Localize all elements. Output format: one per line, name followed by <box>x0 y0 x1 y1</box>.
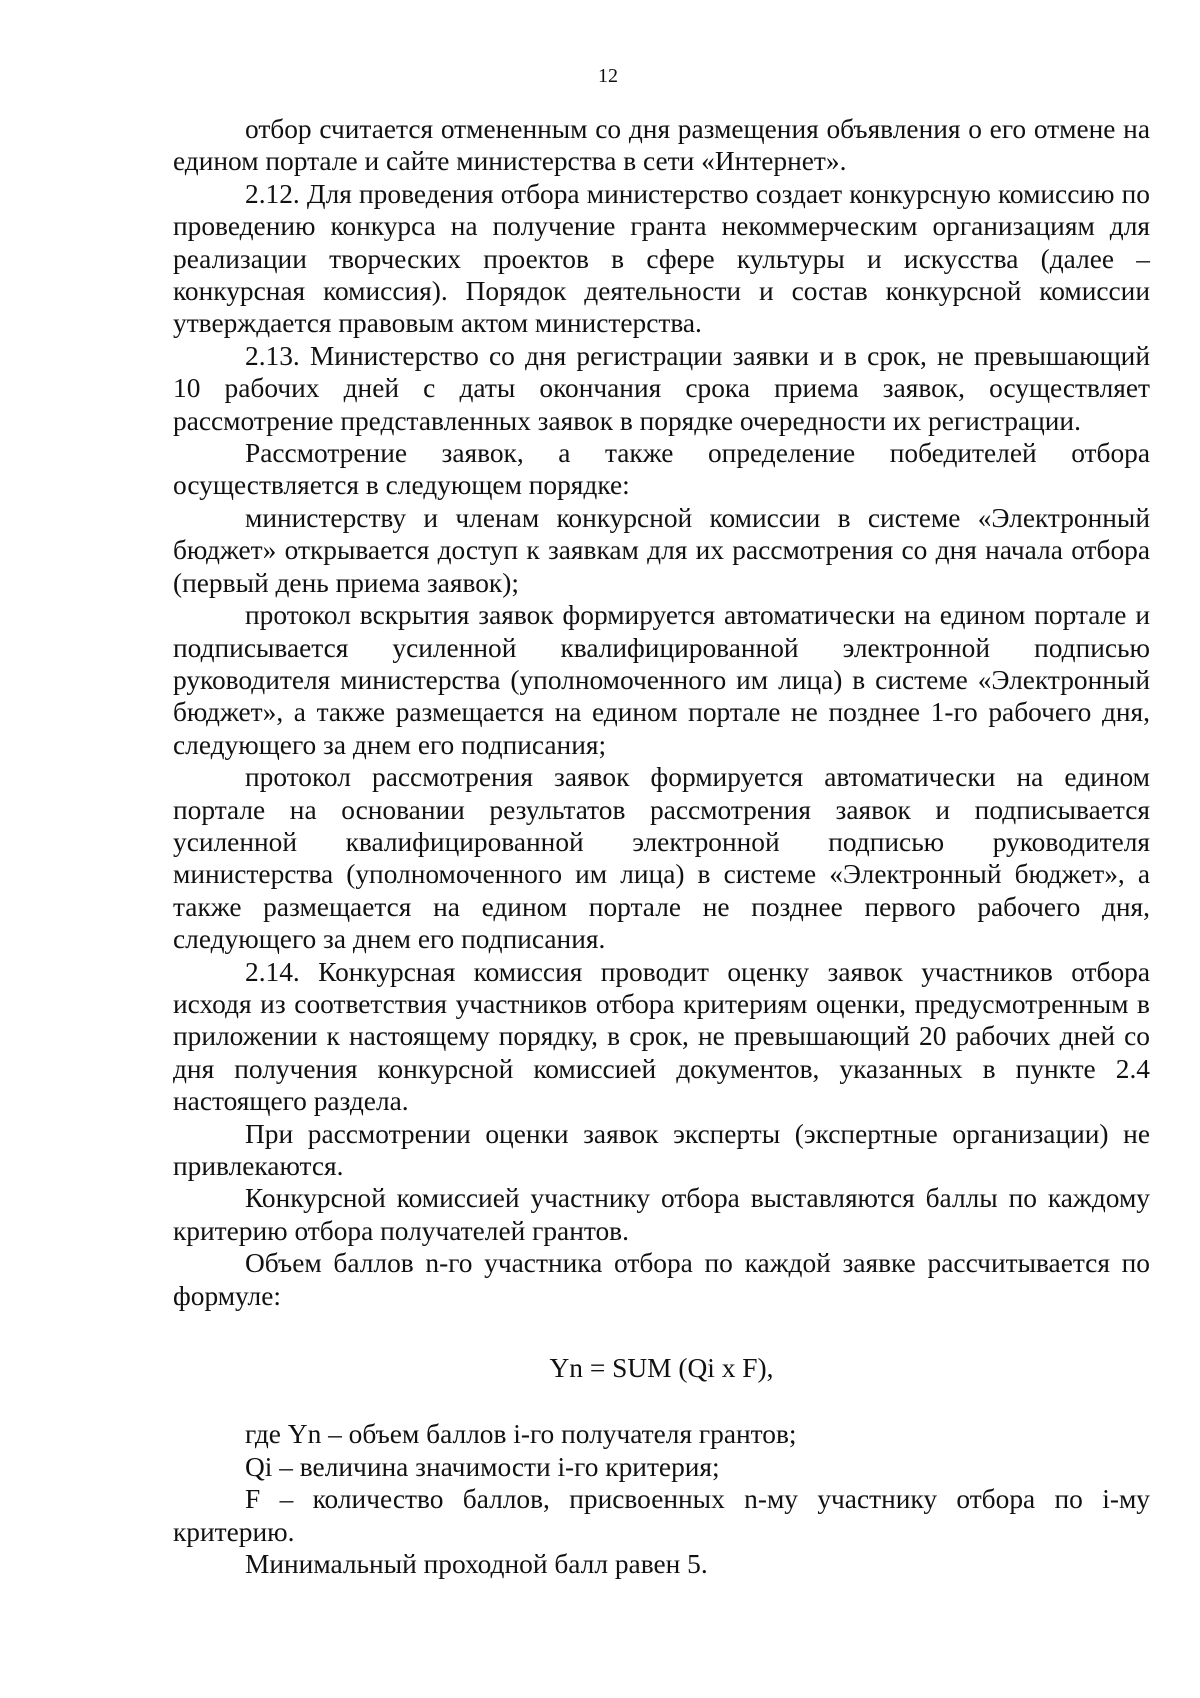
paragraph-review-protocol: протокол рассмотрения заявок формируется автоматически на едином портале на основании результатов рассмотрения заявок и подписывается усиленной квалифицированной электронной подписью руководителя министерства (уполномоченного им лица) в системе «Электронный бюджет», а также размещается на едином портале не позднее первого рабочего дня, следующего за днем его подписания. <box>173 762 1150 955</box>
paragraph-scoring: Конкурсной комиссией участнику отбора выставляются баллы по каждому критерию отбора получателей грантов. <box>173 1183 1150 1246</box>
paragraph-cancellation: отбор считается отмененным со дня размещения объявления о его отмене на едином портале и сайте министерства в сети «Интернет». <box>173 114 1150 177</box>
formula: Yn = SUM (Qi x F), <box>549 1353 774 1384</box>
paragraph-review-order: Рассмотрение заявок, а также определение победителей отбора осуществляется в следующем порядке: <box>173 438 1150 501</box>
minimum-score: Минимальный проходной балл равен 5. <box>245 1549 708 1580</box>
page-number: 12 <box>598 65 618 87</box>
definition-qi: Qi – величина значимости i-го критерия; <box>245 1451 720 1482</box>
paragraph-2-12: 2.12. Для проведения отбора министерство создает конкурсную комиссию по проведению конкурса на получение гранта некоммерческим организациям для реализации творческих проектов в сфере культуры и искусства (далее – конкурсная комиссия). Порядок деятельности и состав конкурсной комиссии утверждается правовым актом министерства. <box>173 178 1150 339</box>
definition-yn: где Yn – объем баллов i-го получателя грантов; <box>245 1419 797 1450</box>
document-body <box>173 113 1150 1580</box>
paragraph-experts: При рассмотрении оценки заявок эксперты (экспертные организации) не привлекаются. <box>173 1118 1150 1181</box>
definition-f: F – количество баллов, присвоенных n-му участнику отбора по i-му критерию. <box>173 1484 1150 1547</box>
paragraph-2-14: 2.14. Конкурсная комиссия проводит оценку заявок участников отбора исходя из соответствия участников отбора критериям оценки, предусмотренным в приложении к настоящему порядку, в срок, не превышающий 20 рабочих дней со дня получения конкурсной комиссией документов, указанных в пункте 2.4 настоящего раздела. <box>173 956 1150 1117</box>
paragraph-2-13: 2.13. Министерство со дня регистрации заявки и в срок, не превышающий 10 рабочих дней с даты окончания срока приема заявок, осуществляет рассмотрение представленных заявок в порядке очередности их регистрации. <box>173 340 1150 436</box>
paragraph-access: министерству и членам конкурсной комиссии в системе «Электронный бюджет» открывается доступ к заявкам для их рассмотрения со дня начала отбора (первый день приема заявок); <box>173 502 1150 598</box>
paragraph-opening-protocol: протокол вскрытия заявок формируется автоматически на едином портале и подписывается усиленной квалифицированной электронной подписью руководителя министерства (уполномоченного им лица) в системе «Электронный бюджет», а также размещается на едином портале не позднее 1-го рабочего дня, следующего за днем его подписания; <box>173 600 1150 760</box>
paragraph-formula-intro: Объем баллов n-го участника отбора по каждой заявке рассчитывается по формуле: <box>173 1248 1150 1311</box>
